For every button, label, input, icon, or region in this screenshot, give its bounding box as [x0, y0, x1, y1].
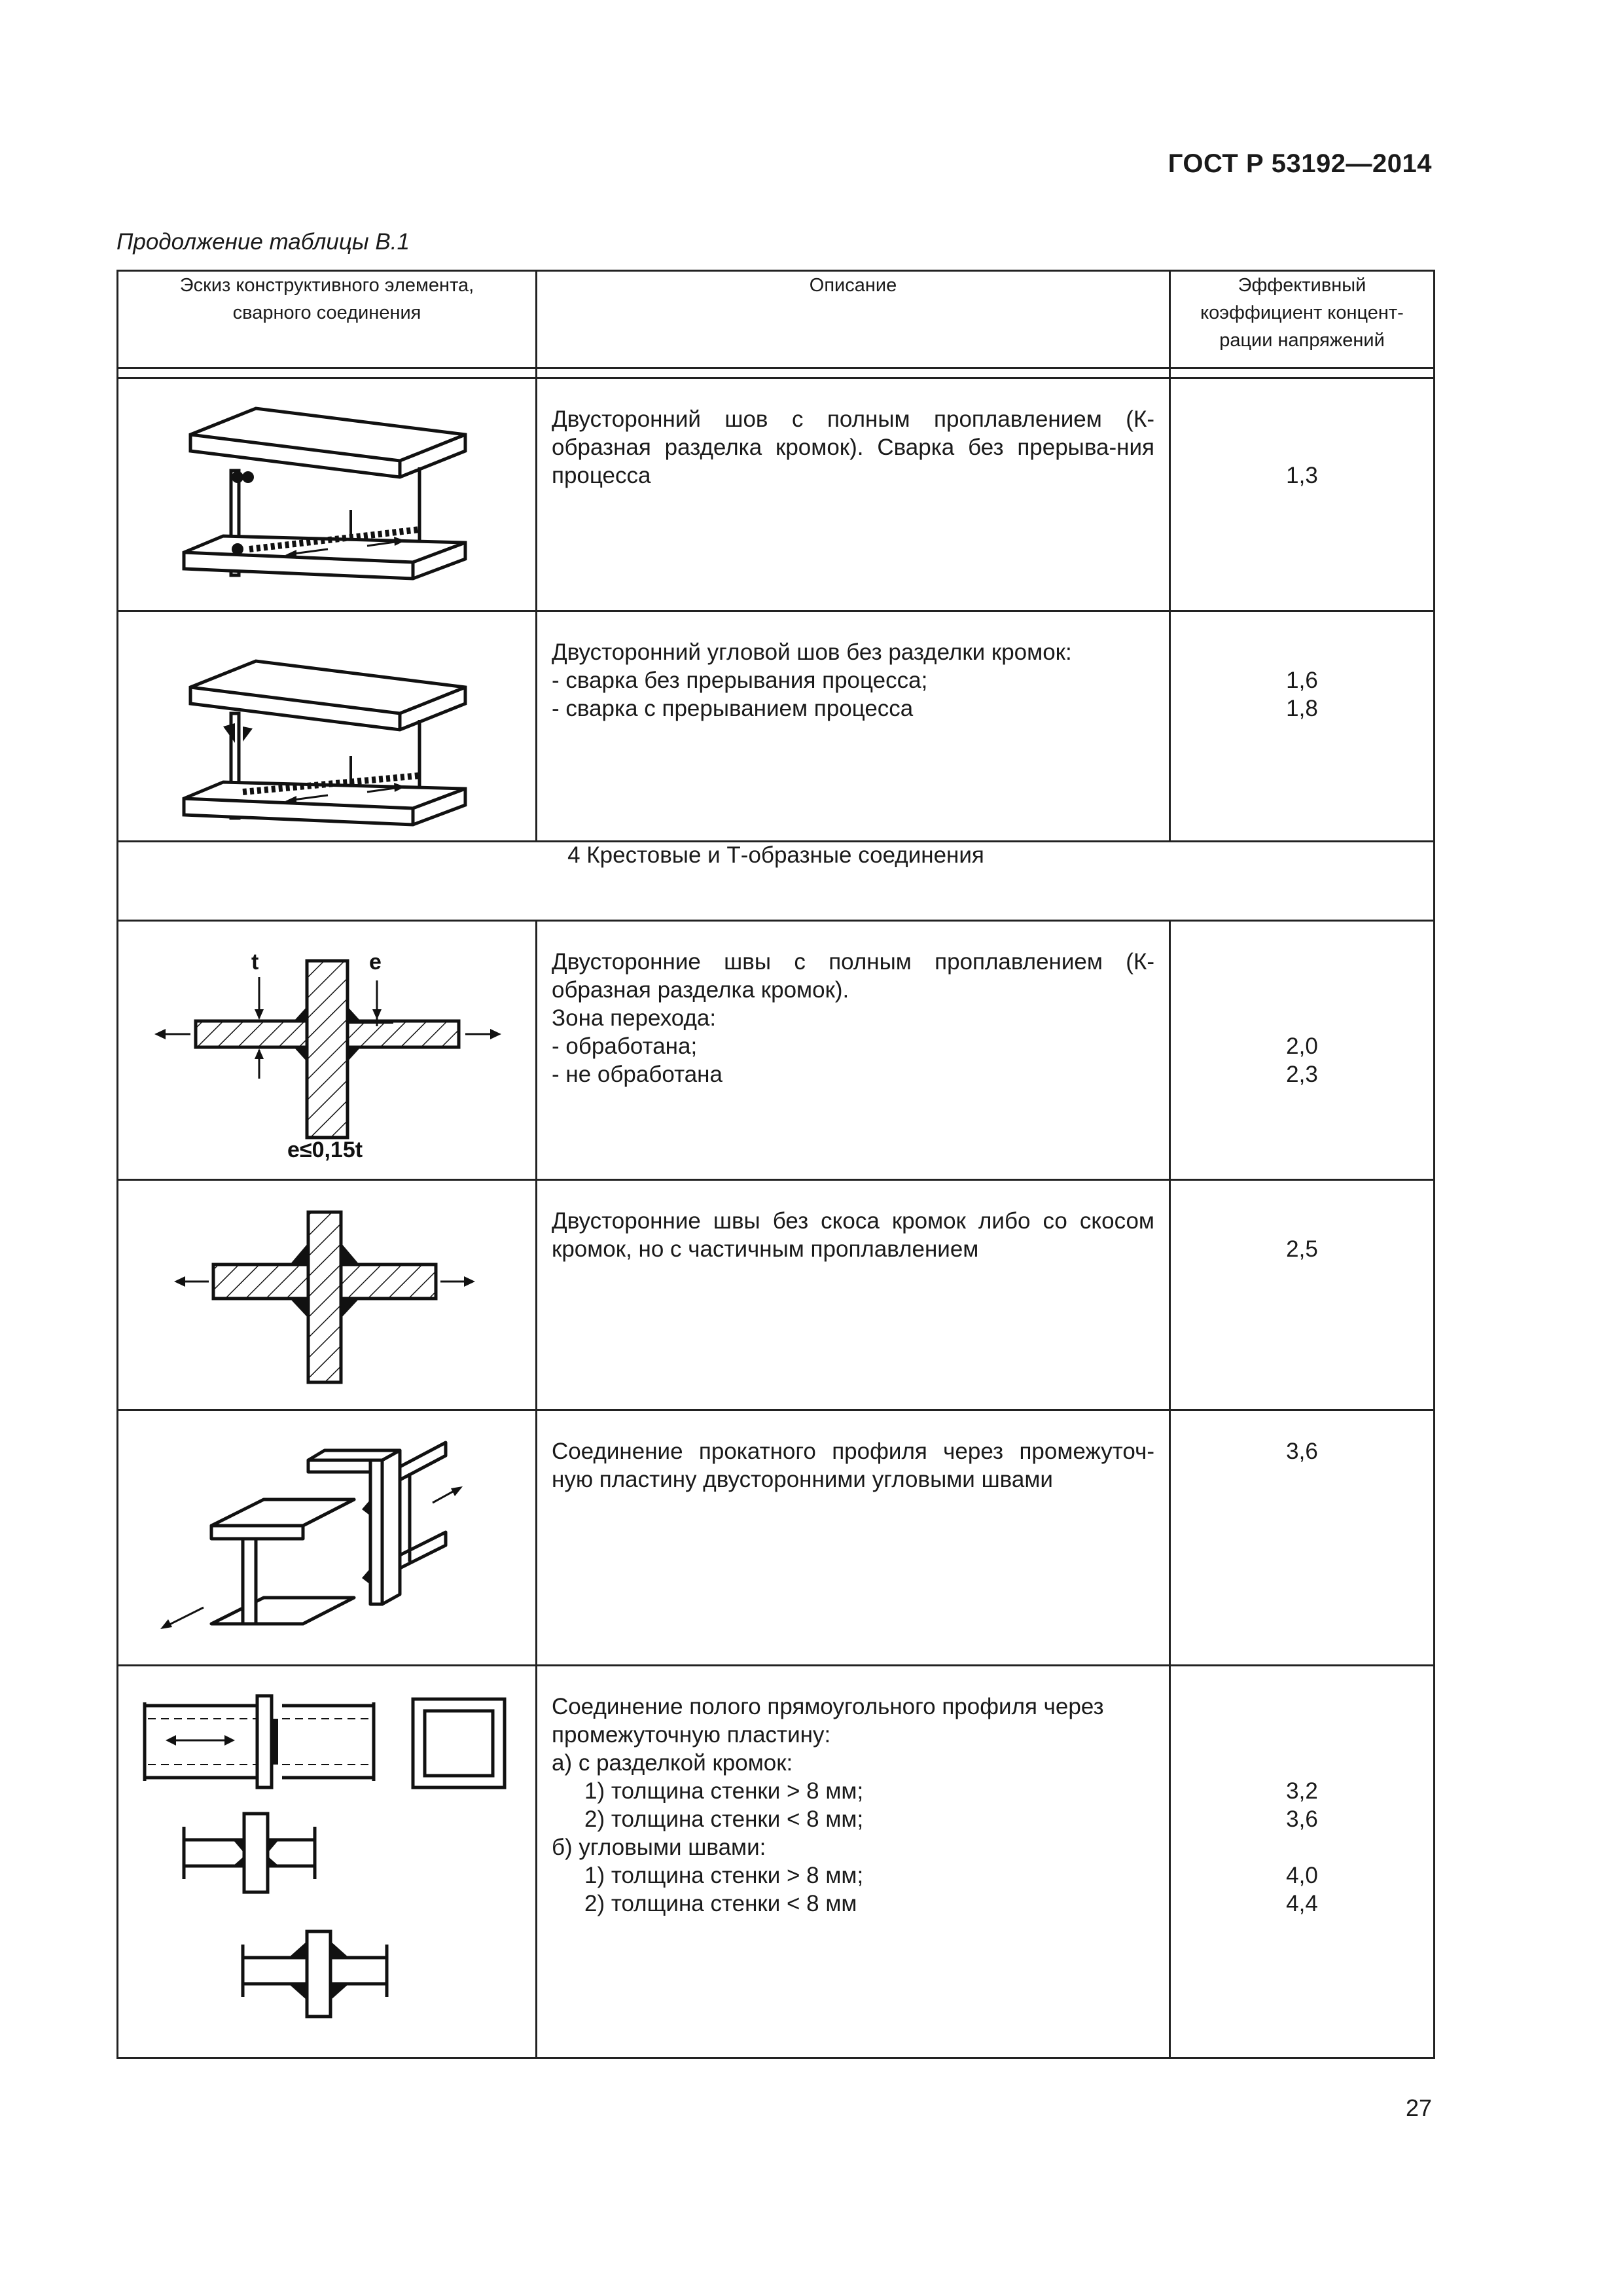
coef-value: 2,3	[1286, 1062, 1318, 1087]
description-text: Двусторонние швы без скоса кромок либо со скосом кромок, но с частичным проплавлением	[552, 1208, 1154, 1262]
coef-value: 4,0	[1286, 1863, 1318, 1888]
header-coef-line-2: коэффициент концент-	[1200, 302, 1404, 323]
sketch-label-formula: e≤0,15t	[287, 1138, 363, 1162]
description-cell	[537, 378, 1170, 611]
coef-value: 3,6	[1286, 1439, 1318, 1464]
coef-value: 1,8	[1286, 696, 1318, 721]
table-continuation-caption: Продолжение таблицы В.1	[116, 229, 410, 255]
description-text: Двусторонний угловой шов без разделки кромок:	[552, 639, 1072, 665]
sketch-cell	[118, 1180, 537, 1410]
sketch-cell	[118, 611, 537, 842]
coef-value: 1,6	[1286, 668, 1318, 693]
coef-value: 1,3	[1286, 463, 1318, 488]
coef-value	[1171, 433, 1433, 461]
description-cell	[537, 611, 1170, 842]
description-cell	[537, 1666, 1170, 2058]
document-code: ГОСТ Р 53192—2014	[1168, 149, 1432, 178]
coefficient-cell	[1170, 1666, 1435, 2058]
description-text: - не обработана	[552, 1062, 722, 1087]
coef-value: 2,5	[1286, 1236, 1318, 1262]
table-row	[118, 378, 1435, 611]
description-text: промежуточную пластину:	[552, 1722, 831, 1748]
page-number: 27	[1405, 2094, 1432, 2121]
table-row	[118, 1666, 1435, 2058]
coef-value	[1171, 1004, 1433, 1032]
sketch-cell	[118, 1666, 537, 2058]
description-text: Двусторонний шов с полным проплавлением (К-образная разделка кромок). Сварка без прерыва-ния процесса	[552, 406, 1154, 488]
coef-value	[1171, 1207, 1433, 1235]
section-title: 4 Крестовые и Т-образные соединения	[118, 842, 1435, 921]
description-text: Соединение полого прямоугольного профиля через	[552, 1694, 1104, 1719]
description-cell	[537, 921, 1170, 1180]
coefficient-cell	[1170, 921, 1435, 1180]
section-row	[118, 842, 1435, 921]
description-text: Соединение прокатного профиля через промежуточ-ную пластину двусторонними угловыми швами	[552, 1439, 1154, 1492]
sketch-cell	[118, 921, 537, 1180]
header-sketch	[118, 271, 537, 368]
header-sketch-line-2: сварного соединения	[232, 302, 421, 323]
coef-value: 3,2	[1286, 1778, 1318, 1804]
coef-value: 4,4	[1286, 1891, 1318, 1916]
description-text: 1) толщина стенки > 8 мм;	[584, 1778, 864, 1804]
table-row	[118, 921, 1435, 1180]
description-text: - сварка без прерывания процесса;	[552, 668, 928, 693]
table-row	[118, 1180, 1435, 1410]
table-header-row	[118, 271, 1435, 368]
coef-value	[1171, 976, 1433, 1004]
sketch-cell	[118, 1410, 537, 1666]
coef-value	[1171, 638, 1433, 666]
description-text: Двусторонние швы с полным проплавлением (К-образная разделка кромок).	[552, 949, 1154, 1003]
description-cell	[537, 1180, 1170, 1410]
hollow-rectangular-profile-sketch-icon	[118, 1666, 533, 2055]
table-row	[118, 611, 1435, 842]
table-row	[118, 1410, 1435, 1666]
header-gap	[118, 368, 1435, 378]
sketch-cell	[118, 378, 537, 611]
rolled-profile-intermediate-plate-sketch-icon	[118, 1411, 533, 1662]
sketch-label-t: t	[251, 950, 259, 975]
cruciform-k-groove-joint-sketch-icon	[118, 922, 533, 1177]
description-cell	[537, 1410, 1170, 1666]
description-text: - сварка с прерыванием процесса	[552, 696, 914, 721]
header-coef-line-3: рации напряжений	[1219, 330, 1385, 351]
header-coef-line-1: Эффективный	[1238, 275, 1366, 296]
description-text: 2) толщина стенки < 8 мм	[584, 1891, 857, 1916]
coef-value	[1171, 948, 1433, 976]
coef-value: 2,0	[1286, 1033, 1318, 1059]
description-text: б) угловыми швами:	[552, 1835, 766, 1860]
coef-value	[1171, 1749, 1433, 1777]
stress-concentration-table	[116, 270, 1435, 2059]
sketch-label-e: e	[369, 950, 382, 975]
coef-value	[1171, 1833, 1433, 1861]
description-text: 2) толщина стенки < 8 мм;	[584, 1806, 864, 1832]
description-text: 1) толщина стенки > 8 мм;	[584, 1863, 864, 1888]
cruciform-partial-penetration-sketch-icon	[118, 1181, 533, 1407]
description-text: Зона перехода:	[552, 1005, 717, 1031]
coefficient-cell	[1170, 1410, 1435, 1666]
header-sketch-line-1: Эскиз конструктивного элемента,	[179, 275, 474, 296]
description-text: а) с разделкой кромок:	[552, 1750, 793, 1776]
i-beam-fillet-weld-sketch-icon	[118, 612, 533, 838]
coef-value: 3,6	[1286, 1806, 1318, 1832]
header-description: Описание	[537, 271, 1170, 368]
description-text: - обработана;	[552, 1033, 698, 1059]
coef-value	[1171, 1721, 1433, 1749]
coefficient-cell	[1170, 378, 1435, 611]
coef-value	[1171, 405, 1433, 433]
coef-value	[1171, 1693, 1433, 1721]
i-beam-k-groove-weld-sketch-icon	[118, 379, 533, 608]
header-coefficient	[1170, 271, 1435, 368]
coefficient-cell	[1170, 611, 1435, 842]
coefficient-cell	[1170, 1180, 1435, 1410]
